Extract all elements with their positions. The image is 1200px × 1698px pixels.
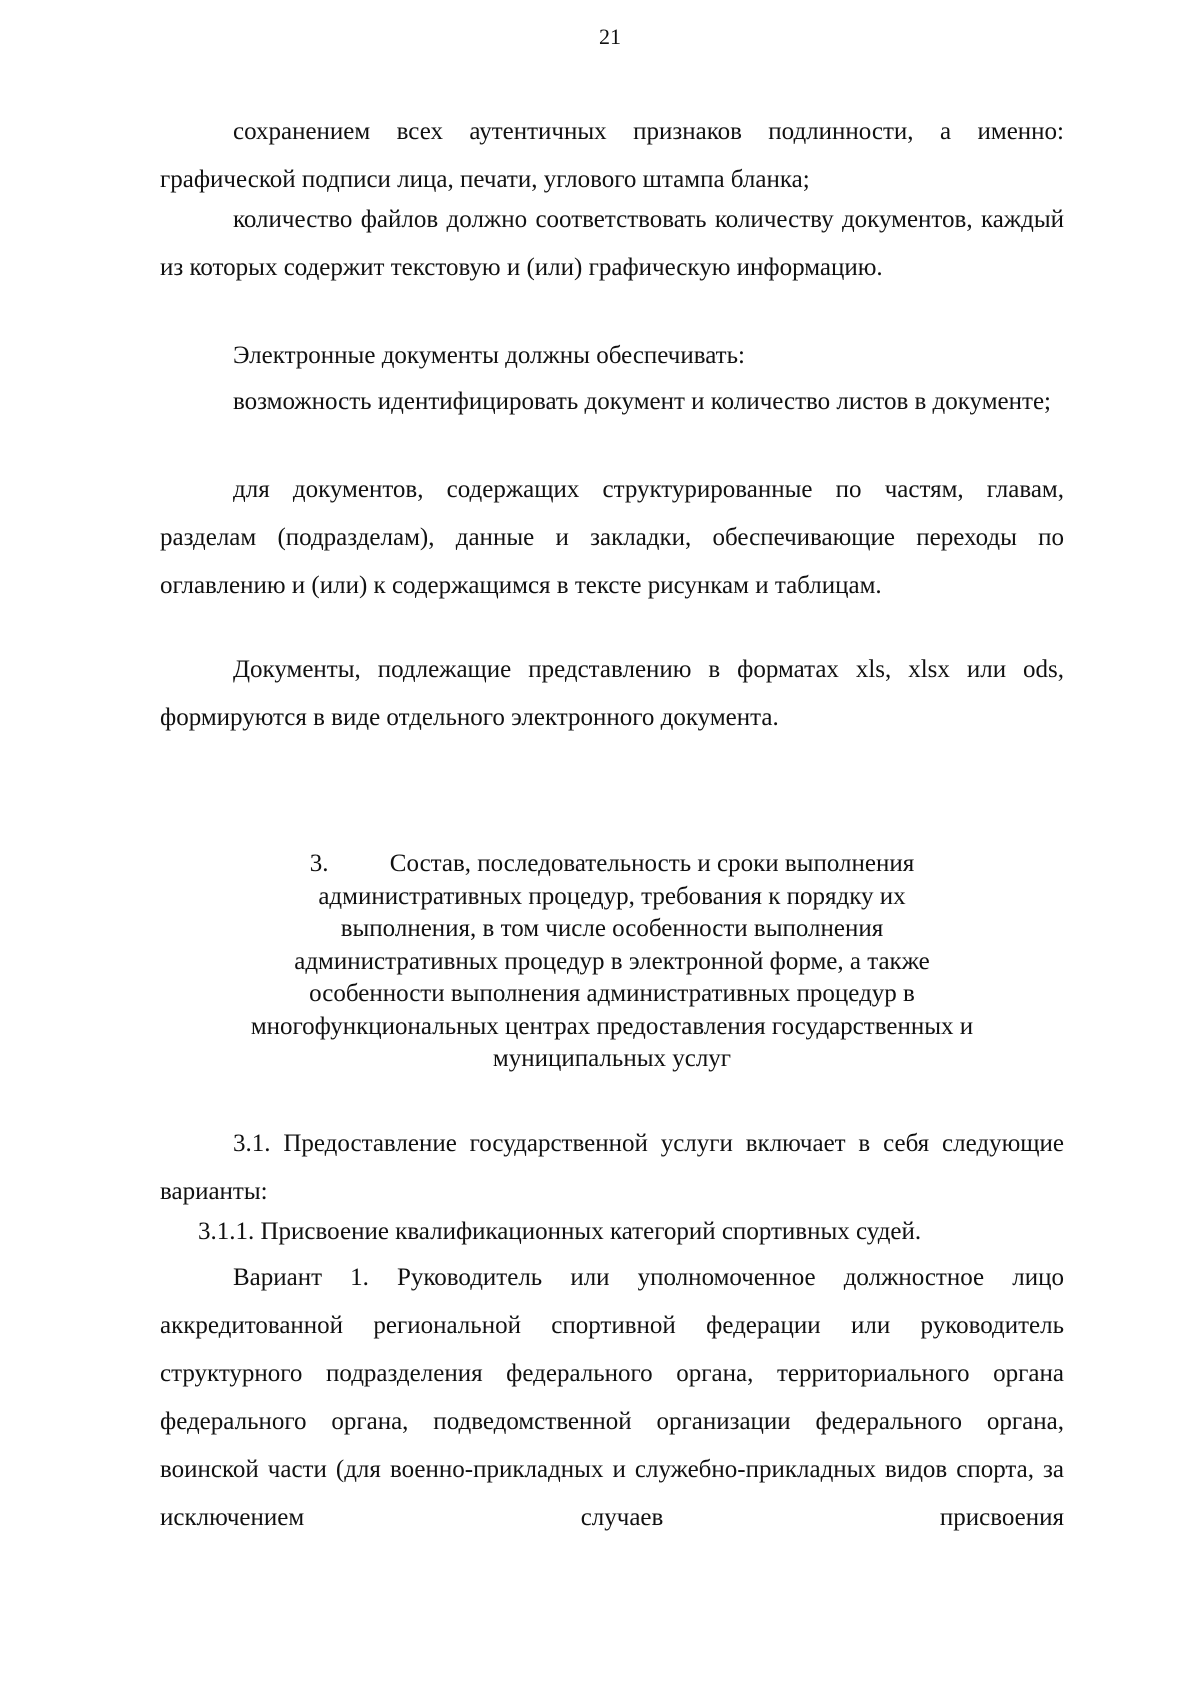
- paragraph-file-count: количество файлов должно соответствовать количеству документов, каждый из которых содержит текстовую и (или) графическую информацию.: [160, 206, 1064, 281]
- section-title-line: особенности выполнения административных процедур в: [309, 980, 915, 1007]
- section-title-line: административных процедур, требования к порядку их: [318, 882, 906, 910]
- section-heading: [160, 848, 1064, 1076]
- paragraph-service-variants: 3.1. Предоставление государственной услуги включает в себя следующие варианты:: [160, 1130, 1064, 1205]
- paragraph-spreadsheet-formats: Документы, подлежащие представлению в форматах xls, xlsx или ods, формируются в виде отдельного электронного документа.: [160, 656, 1064, 731]
- section-number: 3.: [309, 850, 329, 877]
- section-title-line: административных процедур в электронной форме, а также: [294, 947, 930, 975]
- section-heading-line-1: [160, 848, 1064, 881]
- paragraph-variant-1: Вариант 1. Руководитель или уполномоченное должностное лицо аккредитованной региональной спортивной федерации или руководитель структурного подразделения федерального органа, территориального органа федерального органа, подведомственной организации федерального органа, воинской части (для военно-прикладных и служебно-прикладных видов спорта, за исключением случаев присвоения: [160, 1264, 1064, 1531]
- paragraph-identify-document: возможность идентифицировать документ и количество листов в документе;: [233, 388, 1051, 415]
- paragraph-structured-docs: для документов, содержащих структурированные по частям, главам, разделам (подразделам), данные и закладки, обеспечивающие переходы по оглавлению и (или) к содержащимся в тексте рисункам и таблицам.: [160, 476, 1064, 599]
- paragraph-subsection-3-1-1: 3.1.1. Присвоение квалификационных категорий спортивных судей.: [198, 1218, 922, 1245]
- section-title-line: Состав, последовательность и сроки выполнения: [389, 850, 915, 877]
- page-number: 21: [599, 24, 621, 49]
- section-title-line: муниципальных услуг: [492, 1045, 732, 1072]
- section-title-line: выполнения, в том числе особенности выполнения: [340, 915, 884, 942]
- paragraph-authenticity: сохранением всех аутентичных признаков подлинности, а именно: графической подписи лица, печати, углового штампа бланка;: [160, 118, 1064, 193]
- paragraph-electronic-docs: Электронные документы должны обеспечивать:: [233, 342, 745, 369]
- section-title-line: многофункциональных центрах предоставления государственных и: [250, 1012, 974, 1040]
